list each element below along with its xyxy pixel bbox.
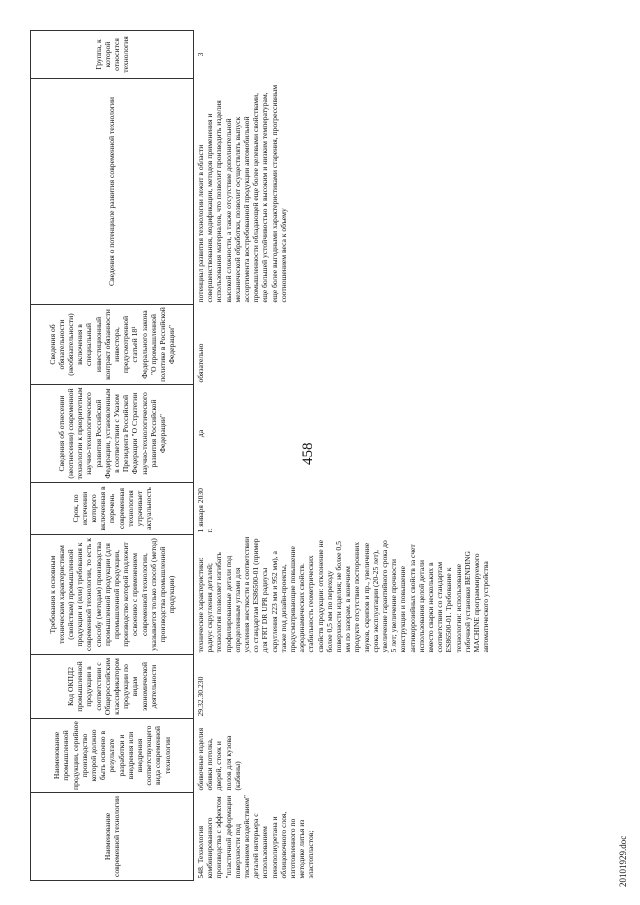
- header-okpd-code: Код ОКПД2 промышленной продукции в соответствии с Общероссийским классификатором продукции по видам экономической деятельности: [31, 655, 194, 719]
- technology-cell: [194, 793, 493, 881]
- header-deadline: Срок, по истечении которого включенная в перечень современная технология утрачивает актуальность: [31, 483, 194, 535]
- priority-cell: да: [196, 429, 205, 438]
- header-potential: Сведения о потенциале развития современной технологии: [31, 79, 194, 305]
- document-filename: 20101929.doc: [618, 835, 628, 887]
- header-group: Группа, к которой относится технология: [31, 31, 194, 79]
- row-number: 548.: [196, 865, 205, 879]
- header-technology-name: Наименование современной технологии: [31, 793, 194, 881]
- header-product-name: Наименование промышленной продукции, серийное производство которой должно быть освоено в результате разработки и внедрения или внедрения соответствующего вида современной технологии: [31, 719, 194, 793]
- group-cell: 3: [196, 52, 205, 57]
- header-obligation: Сведения об обязательности (необязательности) включения в специальный инвестиционный контракт обязанности инвестора, предусмотренной статьей 18¹ Федерального закона "О промышленной политике в Российской Федерации": [31, 305, 194, 385]
- okpd-code-cell: 29.32.30.230: [196, 676, 205, 717]
- deadline-cell: 1 января 2030 г.: [196, 488, 215, 533]
- header-priority: Сведения об отнесении (неотнесении) современной технологии к приоритетным научно-технологического развития Российской Федерации, установленным в соответствии с Указом Президента Российской Федерации "О Стратегии научно-технологического развития Российской Федерации": [31, 385, 194, 483]
- obligation-cell: обязательно: [196, 343, 205, 383]
- potential-cell: потенциал развития технологии лежит в области совершенствования, модификации, методов применения и использования материалов, что позволит производить изделия высокой сложности, а также отсутствие дополнительной механической обработки, позволит осуществлять выпуск ассортимента востребованной продукции автомобильной промышленности обладающей еще более целевыми свойствами, еще большей устойчивостью к высоким и низким температурам, еще более выгодными характеристиками старения, прогрессивным соотношением веса к объему: [196, 84, 288, 303]
- requirements-cell: технические характеристики: радиус скругления деталей; технология позволяет изгибать профилированные детали под определенным углами для усиления жесткости в соответствии со стандартам ES86500-01 (пример для FRT DR UPR радиусы скругления 223 мм и 952 мм), а также под дизайн-проекты, предусматривающие повышение аэродинамических свойств. стабильность геометрических свойств продукции: отклонение не более 0,5 мм по переходу поверхности изделия; не более 0,5 мм по зазорам. в конечном продукте отсутствие посторонних звуков, скрипов и пр., увеличение срока эксплуатации (20-25 лет), увеличение гарантийного срока до 5 лет; увеличение прочности конструкции и повышение антикоррозийных свойств за счет использования целой детали вместо сварки нескольких в соответствии со стандартам ES86500-01. Требование к технологии: использование гибочной установки BENDING MACHINE программируемого автоматического устройства: [196, 536, 491, 653]
- table-header-row: [31, 31, 194, 881]
- product-cell: обивочные изделия обивки потолка, дверей, стоек и полов для кузова (кабины): [196, 727, 242, 791]
- header-requirements: Требования к основным техническим характеристикам (свойствам) промышленной продукции и (или) требования к современной технологии, то есть к способу (методам) производства промышленной продукции (для промышленной продукции, производство которой подлежит освоению с применением современной технологии, указывается только способ (метод) производства промышленной продукции): [31, 535, 194, 655]
- technology-table: [30, 30, 493, 881]
- page-number: 458: [300, 442, 316, 465]
- table-row: [194, 31, 493, 881]
- technology-text: Технология комбинированного производства с эффектом "пластичной деформации поверхности под тиснением воздействием" деталей интерьера с использованием пенополиуретана и облицовочного слоя, изготовленного по методике литья из эластопластов;: [196, 795, 316, 879]
